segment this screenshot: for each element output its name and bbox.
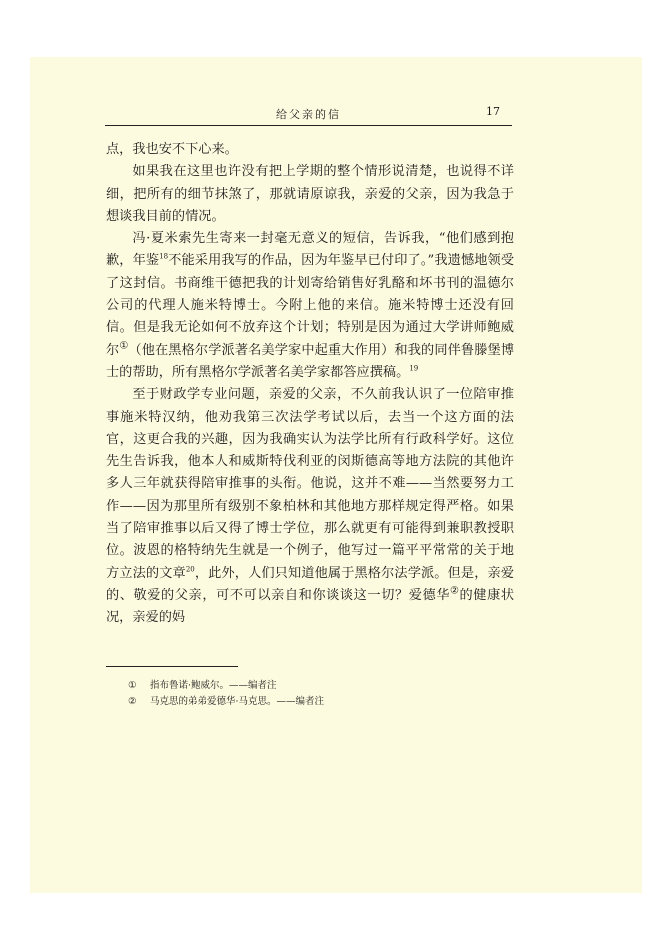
endnote-ref: 20 <box>185 565 195 574</box>
page-number: 17 <box>486 105 500 118</box>
text-run: ，此外，人们只知道他属于黑格尔法学派。但是，亲爱的、敬爱的父亲，可不可以亲自和你谈谈这一切？爱德华 <box>106 565 515 603</box>
footnote <box>128 694 488 710</box>
endnote-ref: 18 <box>159 253 169 262</box>
footnote-ref: ② <box>450 585 460 597</box>
footnote-divider <box>106 666 238 667</box>
paragraph <box>106 161 514 228</box>
footnote <box>128 678 488 694</box>
endnote-ref: 19 <box>409 364 419 373</box>
footnotes <box>128 678 488 710</box>
paragraph <box>106 384 514 629</box>
footnote-mark: ① <box>128 680 137 691</box>
text-run: 点，我也安不下心来。 <box>106 142 238 157</box>
footnote-text: 马克思的弟弟爱德华·马克思。——编者注 <box>150 696 325 707</box>
paragraph <box>106 139 514 161</box>
footnote-ref: ① <box>119 340 129 352</box>
footnote-text: 指布鲁诺·鲍威尔。——编者注 <box>150 680 277 691</box>
text-run: （他在黑格尔学派著名美学家中起重大作用）和我的同伴鲁滕堡博士的帮助，所有黑格尔学派著名美学家都答应撰稿。 <box>106 342 515 380</box>
text-run: 的健康状况，亲爱的妈 <box>106 587 515 626</box>
running-title: 给父亲的信 <box>276 108 341 121</box>
text-run: 如果我在这里也许没有把上学期的整个情形说清楚，也说得不详细，把所有的细节抹煞了，那就请原谅我，亲爱的父亲，因为我急于想谈我目前的情况。 <box>106 164 514 224</box>
text-run: 至于财政学专业问题，亲爱的父亲，不久前我认识了一位陪审推事施米特汉纳，他劝我第三次法学考试以后，去当一个这方面的法官，这更合我的兴趣，因为我确实认为法学比所有行政科学好。这位先生告诉我，他本人和威斯特伐利亚的闵斯德高等地方法院的其他许多人三年就获得陪审推事的头衔。他说，这并不难——当然要努力工作——因为那里所有级别不象柏林和其他地方那样规定得严格。如果当了陪审推事以后又得了博士学位，那么就更有可能得到兼职教授职位。波恩的格特纳先生就是一个例子，他写过一篇平平常常的关于地方立法的文章 <box>106 387 514 581</box>
paragraph <box>106 228 514 384</box>
text-run: 不能采用我写的作品，因为年鉴早已付印了。”我遗憾地领受了这封信。书商维干德把我的计划寄给销售好乳酪和坏书刊的温德尔公司的代理人施米特博士。今附上他的来信。施米特博士还没有回信。但是我无论如何不放弃这个计划；特别是因为通过大学讲师鲍威尔 <box>106 253 515 358</box>
footnote-mark: ② <box>128 696 137 707</box>
text-run: 冯·夏米索先生寄来一封毫无意义的短信，告诉我，“他们感到抱歉，年鉴 <box>106 231 514 269</box>
running-header <box>105 103 512 126</box>
body-text <box>106 139 514 630</box>
